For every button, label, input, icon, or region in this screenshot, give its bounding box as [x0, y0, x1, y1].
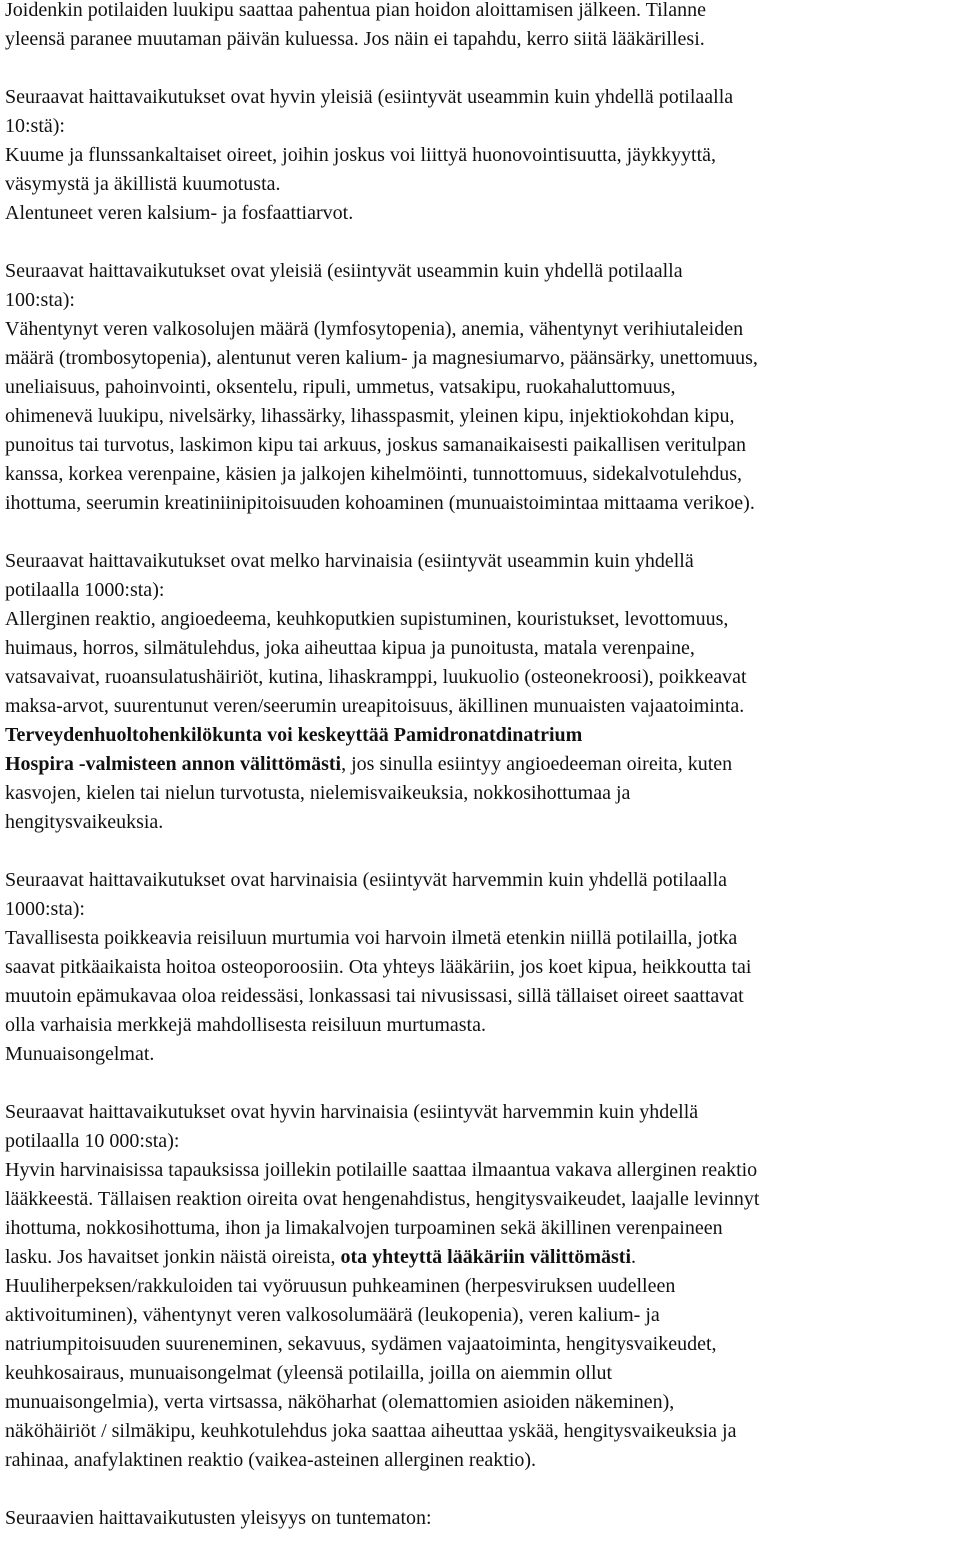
- document-page: [5, 0, 957, 1562]
- bold-warning: Hospira -valmisteen annon välittömästi: [5, 753, 342, 775]
- section-heading: 10:stä):: [5, 115, 65, 137]
- bold-warning: ota yhteyttä lääkäriin välittömästi: [340, 1246, 632, 1268]
- text-line: Allerginen reaktio, angioedeema, keuhkoputkien supistuminen, kouristukset, levottomuus,: [5, 608, 729, 630]
- text-line: maksa-arvot, suurentunut veren/seerumin ureapitoisuus, äkillinen munuaisten vajaatoiminta.: [5, 695, 745, 717]
- section-heading: 100:sta):: [5, 289, 75, 311]
- text-line: väsymystä ja äkillistä kuumotusta.: [5, 173, 281, 195]
- text-line: kasvojen, kielen tai nielun turvotusta, nielemisvaikeuksia, nokkosihottumaa ja: [5, 782, 631, 804]
- text-line: saavat pitkäaikaista hoitoa osteoporoosiin. Ota yhteys lääkäriin, jos koet kipua, heikkoutta tai: [5, 956, 752, 978]
- bold-warning: Terveydenhuoltohenkilökunta voi keskeyttää Pamidronatdinatrium: [5, 724, 583, 746]
- text-line: ohimenevä luukipu, nivelsärky, lihassärky, lihasspasmit, yleinen kipu, injektiokohdan kipu,: [5, 405, 735, 427]
- text-line: hengitysvaikeuksia.: [5, 811, 164, 833]
- text-line: lääkkeestä. Tällaisen reaktion oireita ovat hengenahdistus, hengitysvaikeudet, laajalle levinnyt: [5, 1188, 760, 1210]
- text-line: aktivoituminen), vähentynyt veren valkosolumäärä (leukopenia), veren kalium- ja: [5, 1304, 660, 1326]
- text-line: Munuaisongelmat.: [5, 1043, 155, 1065]
- text-line: punoitus tai turvotus, laskimon kipu tai arkuus, joskus samanaikaisesti paikallisen veritulpan: [5, 434, 747, 456]
- text-line: Huuliherpeksen/rakkuloiden tai vyöruusun puhkeaminen (herpesviruksen uudelleen: [5, 1275, 676, 1297]
- text-line: keuhkosairaus, munuaisongelmat (yleensä potilailla, joilla on aiemmin ollut: [5, 1362, 613, 1384]
- text-line: muutoin epämukavaa oloa reidessäsi, lonkassasi tai nivusissasi, sillä tällaiset oireet saattavat: [5, 985, 744, 1007]
- text-line: Hyvin harvinaisissa tapauksissa joillekin potilaille saattaa ilmaantua vakava allerginen reaktio: [5, 1159, 758, 1181]
- section-heading: Seuraavat haittavaikutukset ovat harvinaisia (esiintyvät harvemmin kuin yhdellä potilaalla: [5, 869, 728, 891]
- text-line: munuaisongelmia), verta virtsassa, näköharhat (olemattomien asioiden näkeminen),: [5, 1391, 675, 1413]
- text-line: uneliaisuus, pahoinvointi, oksentelu, ripuli, ummetus, vatsakipu, ruokahaluttomuus,: [5, 376, 676, 398]
- text-span: , jos sinulla esiintyy angioedeeman oireita, kuten: [341, 753, 733, 775]
- text-line: natriumpitoisuuden suureneminen, sekavuus, sydämen vajaatoiminta, hengitysvaikeudet,: [5, 1333, 717, 1355]
- text-line: huimaus, horros, silmätulehdus, joka aiheuttaa kipua ja punoitusta, matala verenpaine,: [5, 637, 695, 659]
- section-rare: [5, 866, 957, 1069]
- text-span: .: [631, 1246, 637, 1268]
- text-line: rahinaa, anafylaktinen reaktio (vaikea-asteinen allerginen reaktio).: [5, 1449, 537, 1471]
- text-line: Joidenkin potilaiden luukipu saattaa pahentua pian hoidon aloittamisen jälkeen. Tilanne: [5, 0, 706, 21]
- text-line: Tavallisesta poikkeavia reisiluun murtumia voi harvoin ilmetä etenkin niillä potilailla, jotka: [5, 927, 738, 949]
- section-uncommon: [5, 547, 957, 837]
- section-very-common: [5, 83, 957, 228]
- section-unknown-frequency: [5, 1504, 957, 1533]
- section-heading: Seuraavat haittavaikutukset ovat yleisiä (esiintyvät useammin kuin yhdellä potilaalla: [5, 260, 683, 282]
- text-line: vatsavaivat, ruoansulatushäiriöt, kutina, lihaskramppi, luukuolio (osteonekroosi), poikkeavat: [5, 666, 747, 688]
- text-line: olla varhaisia merkkejä mahdollisesta reisiluun murtumasta.: [5, 1014, 486, 1036]
- section-heading: Seuraavat haittavaikutukset ovat hyvin harvinaisia (esiintyvät harvemmin kuin yhdellä: [5, 1101, 699, 1123]
- text-line: näköhäiriöt / silmäkipu, keuhkotulehdus joka saattaa aiheuttaa yskää, hengitysvaikeuksia ja: [5, 1420, 737, 1442]
- section-heading: 1000:sta):: [5, 898, 85, 920]
- text-line: [5, 750, 957, 779]
- text-span: lasku. Jos havaitset jonkin näistä oireista,: [5, 1246, 341, 1268]
- paragraph-bone-pain: [5, 0, 957, 54]
- text-line: määrä (trombosytopenia), alentunut veren kalium- ja magnesiumarvo, päänsärky, unettomuus,: [5, 347, 758, 369]
- section-heading: Seuraavien haittavaikutusten yleisyys on tuntematon:: [5, 1507, 432, 1529]
- section-heading: potilaalla 10 000:sta):: [5, 1130, 180, 1152]
- text-line: ihottuma, nokkosihottuma, ihon ja limakalvojen turpoaminen sekä äkillinen verenpaineen: [5, 1217, 723, 1239]
- text-line: [5, 721, 957, 750]
- text-line: ihottuma, seerumin kreatiniinipitoisuuden kohoaminen (munuaistoimintaa mittaama verikoe).: [5, 492, 755, 514]
- text-line: kanssa, korkea verenpaine, käsien ja jalkojen kihelmöinti, tunnottomuus, sidekalvotulehdus,: [5, 463, 743, 485]
- section-heading: potilaalla 1000:sta):: [5, 579, 165, 601]
- section-heading: Seuraavat haittavaikutukset ovat hyvin yleisiä (esiintyvät useammin kuin yhdellä potilaalla: [5, 86, 734, 108]
- text-line: [5, 1243, 957, 1272]
- section-very-rare: [5, 1098, 957, 1475]
- text-line: yleensä paranee muutaman päivän kuluessa. Jos näin ei tapahdu, kerro siitä lääkärillesi.: [5, 28, 705, 50]
- text-line: Vähentynyt veren valkosolujen määrä (lymfosytopenia), anemia, vähentynyt verihiutaleiden: [5, 318, 744, 340]
- section-common: [5, 257, 957, 518]
- section-heading: Seuraavat haittavaikutukset ovat melko harvinaisia (esiintyvät useammin kuin yhdellä: [5, 550, 694, 572]
- text-line: Kuume ja flunssankaltaiset oireet, joihin joskus voi liittyä huonovointisuutta, jäykkyyttä,: [5, 144, 717, 166]
- text-line: Alentuneet veren kalsium- ja fosfaattiarvot.: [5, 202, 354, 224]
